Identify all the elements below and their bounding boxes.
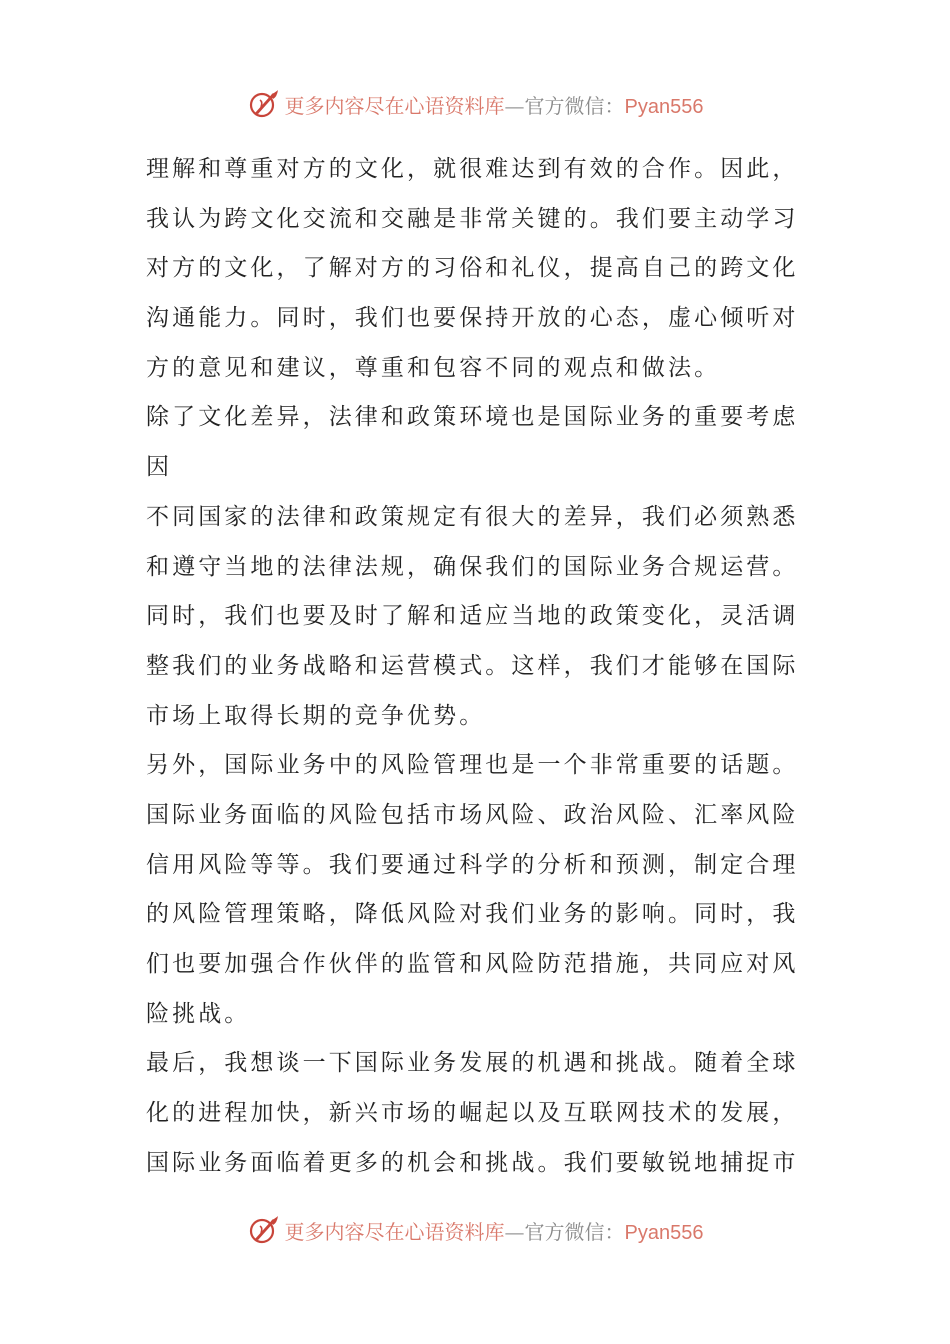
banner-dash: — xyxy=(504,93,525,118)
banner-text xyxy=(285,1216,704,1245)
text-line: 整我们的业务战略和运营模式。这样，我们才能够在国际 xyxy=(146,652,799,679)
banner-wechat-label: 官方微信： xyxy=(524,93,625,118)
text-line: 不同国家的法律和政策规定有很大的差异，我们必须熟悉 xyxy=(146,503,799,530)
text-line: 另外，国际业务中的风险管理也是一个非常重要的话题。 xyxy=(146,752,799,779)
text-line: 沟通能力。同时，我们也要保持开放的心态，虚心倾听对 xyxy=(146,305,799,332)
banner-wechat-id: Pyan556 xyxy=(624,1221,704,1244)
text-line: 国际业务面临的风险包括市场风险、政治风险、汇率风险 xyxy=(146,801,799,828)
header-banner xyxy=(0,84,950,124)
text-line: 化的进程加快，新兴市场的崛起以及互联网技术的发展， xyxy=(146,1100,799,1127)
text-line: 理解和尊重对方的文化，就很难达到有效的合作。因此， xyxy=(146,156,799,182)
banner-wechat-label: 官方微信： xyxy=(524,1219,625,1244)
text-line: 和遵守当地的法律法规，确保我们的国际业务合规运营。 xyxy=(146,553,799,580)
banner-main-text: 更多内容尽在心语资料库 xyxy=(284,93,505,118)
document-body xyxy=(146,145,808,1188)
text-line: 最后，我想谈一下国际业务发展的机遇和挑战。随着全球 xyxy=(146,1050,799,1077)
text-line: 同时，我们也要及时了解和适应当地的政策变化，灵活调 xyxy=(146,603,799,630)
quill-pen-logo-icon xyxy=(247,87,281,121)
banner-dash: — xyxy=(504,1219,525,1244)
quill-pen-logo-icon xyxy=(247,1213,281,1247)
text-line: 除了文化差异，法律和政策环境也是国际业务的重要考虑 xyxy=(146,404,799,431)
banner-text xyxy=(285,90,704,119)
text-line: 我认为跨文化交流和交融是非常关键的。我们要主动学习 xyxy=(146,205,799,232)
text-line: 市场上取得长期的竞争优势。 xyxy=(146,702,486,729)
text-line: 险挑战。 xyxy=(146,1000,251,1027)
text-line: 信用风险等等。我们要通过科学的分析和预测，制定合理 xyxy=(146,851,799,878)
banner-wechat-id: Pyan556 xyxy=(624,95,704,118)
text-line: 的风险管理策略，降低风险对我们业务的影响。同时，我 xyxy=(146,901,799,928)
text-line: 对方的文化，了解对方的习俗和礼仪，提高自己的跨文化 xyxy=(146,255,799,282)
text-line: 方的意见和建议，尊重和包容不同的观点和做法。 xyxy=(146,354,721,381)
text-line: 国际业务面临着更多的机会和挑战。我们要敏锐地捕捉市 xyxy=(146,1149,799,1176)
footer-banner xyxy=(0,1210,950,1250)
text-line: 因 xyxy=(146,454,173,481)
banner-main-text: 更多内容尽在心语资料库 xyxy=(284,1219,505,1244)
text-line: 们也要加强合作伙伴的监管和风险防范措施，共同应对风 xyxy=(146,951,799,977)
